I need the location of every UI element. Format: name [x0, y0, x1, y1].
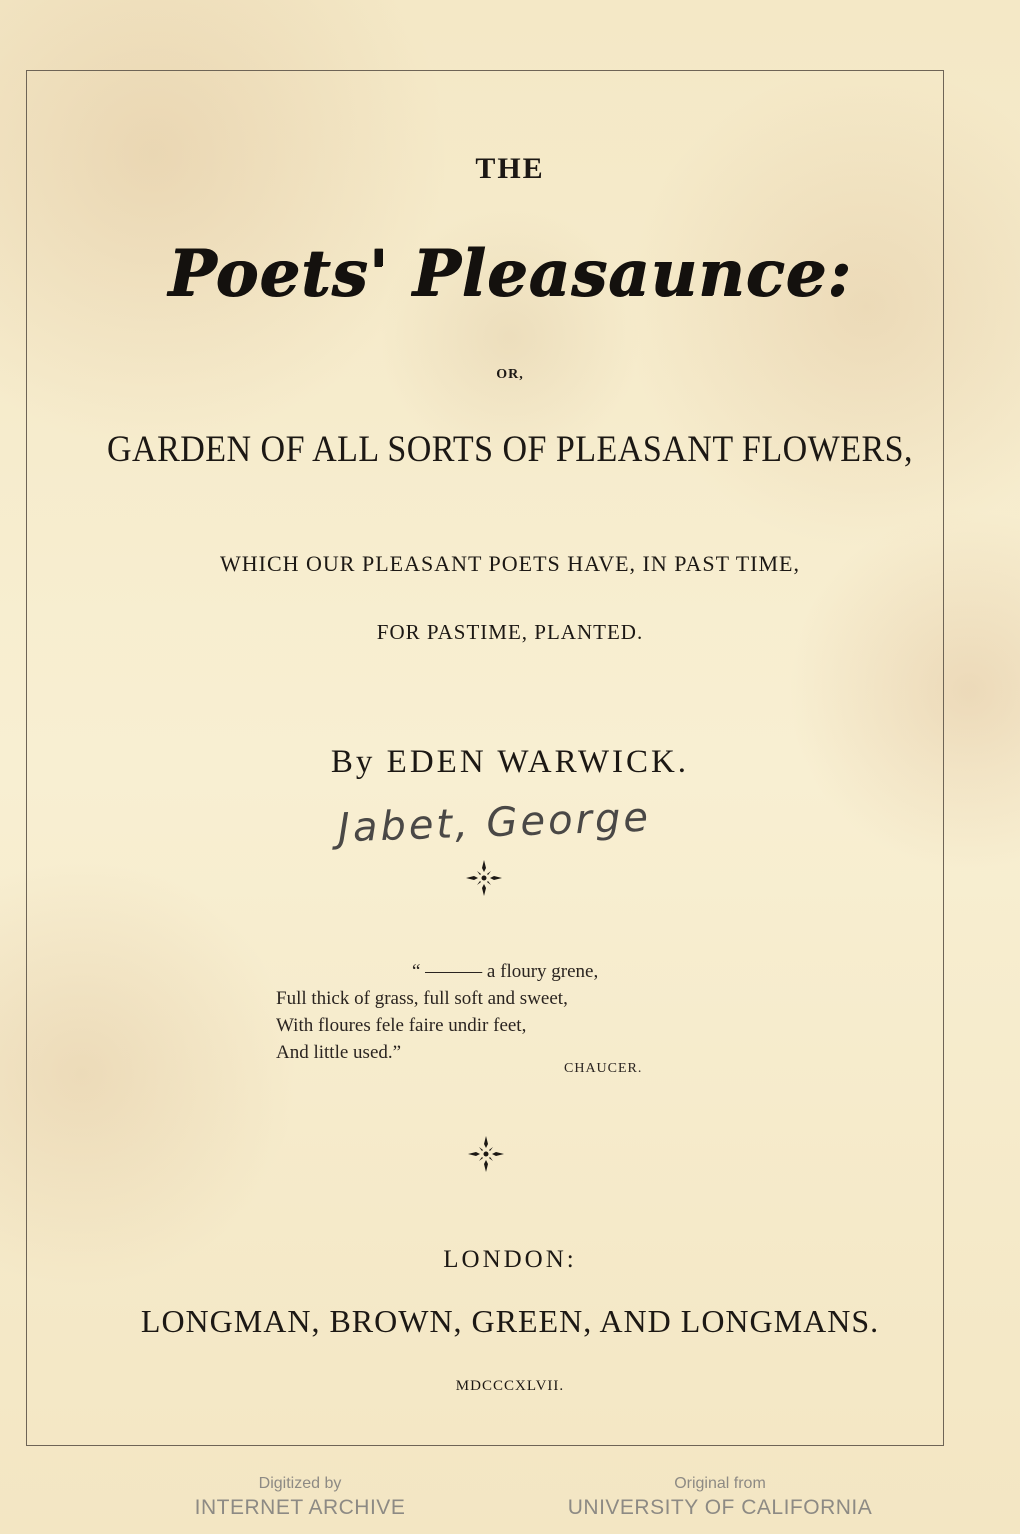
publication-year: MDCCCXLVII. [455, 1378, 565, 1394]
epigraph-line-3: With floures fele faire undir feet, [276, 1015, 527, 1036]
digitized-by-label: Digitized by [258, 1475, 342, 1492]
epigraph [276, 958, 598, 1066]
epigraph-line-2: Full thick of grass, full soft and sweet, [276, 988, 568, 1009]
subtitle-line-2: WHICH OUR PLEASANT POETS HAVE, IN PAST TIME, [219, 551, 800, 576]
fleuron-ornament-icon [464, 1132, 508, 1176]
digitized-by-credit [190, 1475, 410, 1520]
original-from-credit [560, 1475, 880, 1520]
handwritten-note: Jabet, George [337, 794, 652, 852]
epigraph-attribution: CHAUCER. [564, 1061, 643, 1076]
epigraph-line-1: “ ——— a floury grene, [412, 961, 599, 982]
subtitle-line-3: FOR PASTIME, PLANTED. [376, 620, 644, 644]
subtitle: GARDEN OF ALL SORTS OF PLEASANT FLOWERS, [106, 429, 913, 470]
author-line: By EDEN WARWICK. [330, 744, 690, 780]
fleuron-ornament-icon [462, 856, 506, 900]
main-title: Poets' Pleasaunce: [168, 236, 852, 311]
university-label: UNIVERSITY OF CALIFORNIA [567, 1496, 873, 1519]
title-or: OR, [496, 367, 524, 382]
internet-archive-label: INTERNET ARCHIVE [194, 1496, 406, 1519]
title-the: THE [475, 152, 545, 185]
publication-place: LONDON: [443, 1246, 577, 1273]
publisher: LONGMAN, BROWN, GREEN, AND LONGMANS. [140, 1303, 880, 1339]
original-from-label: Original from [674, 1475, 766, 1492]
epigraph-line-4: And little used.” [276, 1042, 402, 1063]
